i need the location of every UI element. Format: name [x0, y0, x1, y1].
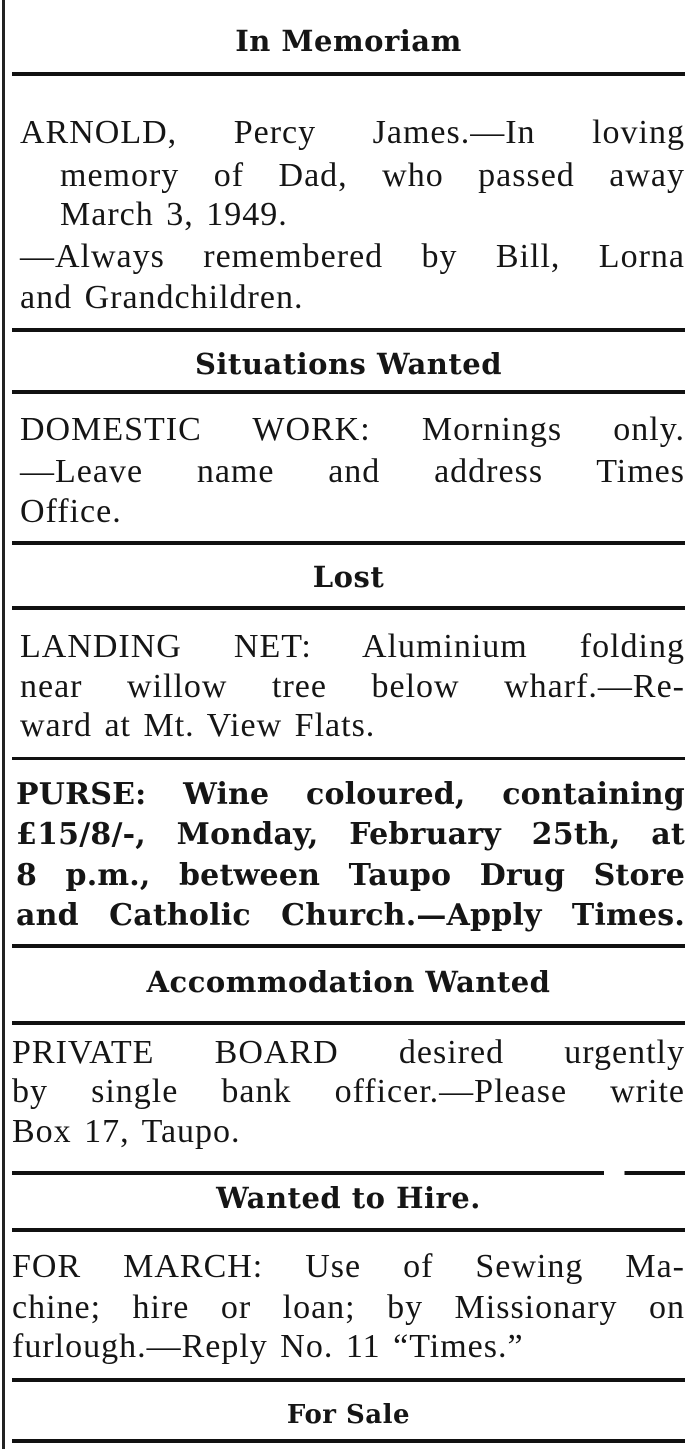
hire-line: chine; hire or loan; by Missionary on	[12, 1289, 685, 1326]
situations-line: —Leave name and address Times	[20, 453, 685, 490]
heading-lost: Lost	[312, 560, 385, 594]
lost-ad-line: near willow tree below wharf.—Re-	[20, 668, 685, 705]
lost-ad-line: and Catholic Church.—Apply Times.	[16, 898, 685, 933]
hire-line: FOR MARCH: Use of Sewing Ma-	[12, 1248, 685, 1285]
column-border	[2, 0, 5, 1449]
situations-line: DOMESTIC WORK: Mornings only.	[20, 411, 685, 448]
heading-for-sale: For Sale	[286, 1400, 411, 1430]
section-divider	[12, 1228, 685, 1232]
section-divider	[12, 328, 685, 332]
section-divider	[12, 390, 685, 394]
accommodation-line: Box 17, Taupo.	[12, 1113, 241, 1150]
ad-divider	[12, 757, 685, 760]
accommodation-line: by single bank officer.—Please write	[12, 1073, 685, 1110]
section-divider	[12, 1171, 685, 1175]
memoriam-line: ARNOLD, Percy James.—In loving	[20, 114, 685, 151]
memoriam-line: —Always remembered by Bill, Lorna	[20, 238, 685, 275]
lost-ad-line: £15/8/-, Monday, February 25th, at	[16, 817, 685, 852]
memoriam-line: memory of Dad, who passed away	[60, 157, 685, 194]
section-divider	[12, 1378, 685, 1382]
section-divider	[12, 1439, 685, 1443]
lost-ad-line: ward at Mt. View Flats.	[20, 707, 376, 744]
heading-situations-wanted: Situations Wanted	[194, 347, 503, 381]
section-divider	[12, 944, 685, 948]
heading-accommodation-wanted: Accommodation Wanted	[146, 965, 551, 999]
section-divider	[12, 1021, 685, 1025]
accommodation-line: PRIVATE BOARD desired urgently	[12, 1034, 685, 1071]
memoriam-line: March 3, 1949.	[60, 196, 288, 233]
lost-ad-line: LANDING NET: Aluminium folding	[20, 628, 685, 665]
section-divider	[12, 72, 685, 76]
hire-line: furlough.—Reply No. 11 “Times.”	[12, 1328, 524, 1365]
memoriam-line: and Grandchildren.	[20, 279, 304, 316]
heading-in-memoriam: In Memoriam	[235, 24, 462, 58]
heading-wanted-to-hire: Wanted to Hire.	[216, 1181, 481, 1215]
situations-line: Office.	[20, 493, 122, 530]
section-divider	[12, 606, 685, 610]
lost-ad-line: 8 p.m., between Taupo Drug Store	[16, 858, 685, 893]
section-divider	[12, 541, 685, 545]
lost-ad-line: PURSE: Wine coloured, containing	[16, 777, 685, 812]
